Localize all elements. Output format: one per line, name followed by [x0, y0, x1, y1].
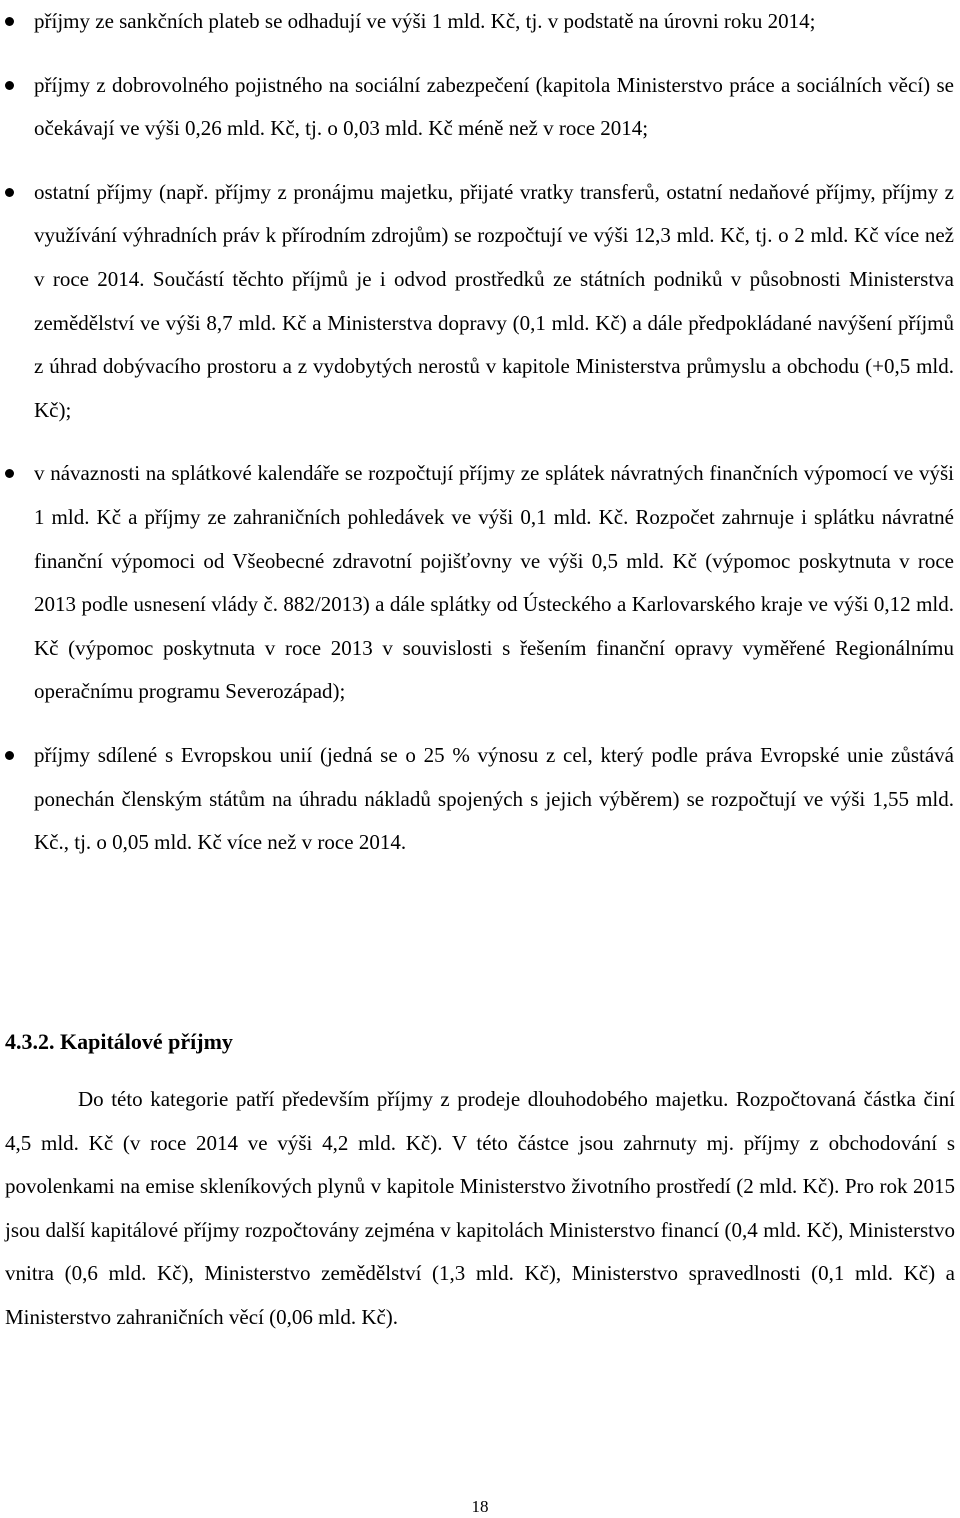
list-item-text: ostatní příjmy (např. příjmy z pronájmu majetku, přijaté vratky transferů, ostatní nedaňové příjmy, příjmy z využívání výhradních práv k přírodním zdrojům) se rozpočtují ve výši 12,3 mld. Kč, tj. o 2 mld. Kč více než v roce 2014. Součástí těchto příjmů je i odvod prostředků ze státních podniků v působnosti Ministerstva zemědělství ve výši 8,7 mld. Kč a Ministerstva dopravy (0,1 mld. Kč) a dále předpokládané navýšení příjmů z úhrad dobývacího prostoru a z vydobytých nerostů v kapitole Ministerstva průmyslu a obchodu (+0,5 mld. Kč); [34, 179, 954, 422]
bullet-icon [5, 81, 14, 90]
list-item [0, 171, 960, 433]
list-item [0, 64, 960, 151]
list-item-text: příjmy z dobrovolného pojistného na sociální zabezpečení (kapitola Ministerstvo práce a sociálních věcí) se očekávají ve výši 0,26 mld. Kč, tj. o 0,03 mld. Kč méně než v roce 2014; [34, 72, 954, 141]
list-item [0, 0, 960, 44]
bullet-icon [5, 188, 14, 197]
list-item [0, 734, 960, 865]
bullet-icon [5, 751, 14, 760]
section-title: Kapitálové příjmy [60, 1029, 233, 1054]
list-item-text: příjmy ze sankčních plateb se odhadují ve výši 1 mld. Kč, tj. v podstatě na úrovni roku 2014; [34, 9, 816, 33]
body-paragraph: Do této kategorie patří především příjmy z prodeje dlouhodobého majetku. Rozpočtovaná částka činí 4,5 mld. Kč (v roce 2014 ve výši 4,2 mld. Kč). V této částce jsou zahrnuty mj. příjmy z obchodování s povolenkami na emise skleníkových plynů v kapitole Ministerstvo životního prostředí (2 mld. Kč). Pro rok 2015 jsou další kapitálové příjmy rozpočtovány zejména v kapitolách Ministerstvo financí (0,4 mld. Kč), Ministerstvo vnitra (0,6 mld. Kč), Ministerstvo zemědělství (1,3 mld. Kč), Ministerstvo spravedlnosti (0,1 mld. Kč) a Ministerstvo zahraničních věcí (0,06 mld. Kč). [5, 1087, 955, 1329]
section-heading [5, 1022, 233, 1062]
list-item [0, 452, 960, 714]
bullet-icon [5, 469, 14, 478]
list-item-text: v návaznosti na splátkové kalendáře se rozpočtují příjmy ze splátek návratných finančních výpomocí ve výši 1 mld. Kč a příjmy ze zahraničních pohledávek ve výši 0,1 mld. Kč. Rozpočet zahrnuje i splátku návratné finanční výpomoci od Všeobecné zdravotní pojišťovny ve výši 0,5 mld. Kč (výpomoc poskytnuta v roce 2013 podle usnesení vlády č. 882/2013) a dále splátky od Ústeckého a Karlovarského kraje ve výši 0,12 mld. Kč (výpomoc poskytnuta v roce 2013 v souvislosti s řešením finanční opravy vyměřené Regionálnímu operačnímu programu Severozápad); [34, 461, 954, 704]
bullet-icon [5, 17, 14, 26]
section-number: 4.3.2. [5, 1029, 55, 1054]
page-number: 18 [471, 1497, 489, 1516]
list-item-text: příjmy sdílené s Evropskou unií (jedná se o 25 % výnosu z cel, který podle práva Evropské unie zůstává ponechán členským státům na úhradu nákladů spojených s jejich výběrem) se rozpočtují ve výši 1,55 mld. Kč., tj. o 0,05 mld. Kč více než v roce 2014. [34, 742, 954, 855]
